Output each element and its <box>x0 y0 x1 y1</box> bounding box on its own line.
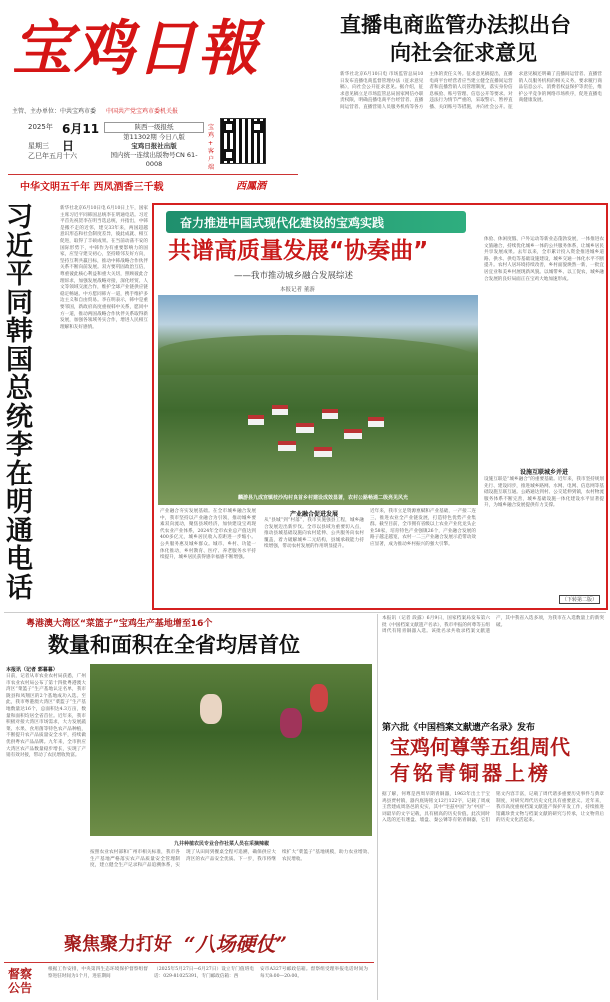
top-story <box>300 6 606 194</box>
feature-col-a: 产业融合夯实发展基础。在全市城乡融合发展中，我市坚持以产业融合为引领，推动城乡要素双向流动，聚焦县域经济，加快建设宝鸡现代农业产业体系，2024年全市农业总产值达到400多亿元，城乡居民收入差距进一步缩小。公共服务惠及城乡群众。城市、乡村、功能一体化推动，乡村教育、医疗、养老服务水平持续提升，城乡居民获得感幸福感不断增强。 <box>160 509 256 561</box>
top-story-headline-2[interactable]: 向社会征求意见 <box>390 41 537 65</box>
feature-headline[interactable]: 共谱高质量发展“协奏曲” <box>168 238 429 264</box>
brand-logo: 西鳳酒 <box>236 181 266 192</box>
date-block: 2025年 6月11日 星期三 乙巳年五月十六 <box>28 122 100 160</box>
notice-col-3: 安市A327号邮政信箱。督察组受理举报电话时间为每天8:00—20:00。 <box>260 967 368 979</box>
top-story-body: 新华社北京6月10日电 市场监管总局10日发布直播电商监督管理办法（征求意见稿），向社会公开征求意见。据介绍，征求意见稿立足市场监管总局国家网信办职责权限，明确直播电商平台经营者、直播间运营者、直播营销人员服务机构等各方主体的责任义务。征求意见稿提出，直播电商平台经营者应当建立健全直播间运营者和直播营销人员管理制度，落实身份信息核验、账号管理、信息公开等要求。对违法行为情节严重的，采取警示、暂停直播、关闭账号等措施，并向社会公开。征求意见稿还明确了直播间运营者、直播营销人员服务机构的相关义务，要求履行商品信息公示、消费者权益保护等责任，维护公平竞争的网络市场秩序，促进直播电商健康发展。 <box>340 72 602 110</box>
slogan-bar <box>8 174 298 192</box>
qr-code[interactable] <box>220 118 266 164</box>
notice-title: 督察公告 <box>8 967 33 995</box>
story-right2-headline-2[interactable]: 有铭青铜器上榜 <box>390 761 551 785</box>
feature-banner: 奋力推进中国式现代化建设的宝鸡实践 <box>166 211 466 233</box>
section-divider <box>4 612 606 613</box>
story-left2 <box>4 614 374 924</box>
story-right2-intro: 本报讯（记者 段露）6月9日，国家档案局发布第六批《中国档案文献遗产名录》，我市申报的何尊等五组周代有铭青铜器入选。该批名录共收录档案文献遗产，其中我省入选多项，为我市在入选数量上的新突破。 <box>382 616 604 635</box>
left-story <box>4 200 150 610</box>
story-left2-kicker: 粤港澳大湾区“菜篮子”宝鸡生产基地增至16个 <box>26 619 213 629</box>
story-left2-body: 日前，记者从市农业农村局获悉，广州市农业农村局公布了第十四批粤港澳大湾区“菜篮子”生产基地认定名单，我市陇县和凤翔区的2个基地成功入选。至此，我市粤港澳大湾区“菜篮子”生产基地数量达16个，总面积达4.3万亩，数量和面积均居全省首位。近年来，我市积极对接大湾区市场需求，大力发展蔬菜、水果、食用菌等特色农产品种植，不断提升农产品质量安全水平，持续做优供粤农产品品牌。九年来，全市供应大湾区农产品数量稳步增长，实现了产销有效对接，带动了农民增收致富。 <box>6 674 86 759</box>
photo-caption: 麟游县九成宫镇枝沙沟村良首乡村建设成效显著，农村公路畅通二级亮见风光 <box>238 495 409 501</box>
story-left2-body2: 按照农业农村部和广州市相关标准，我市各生产基地严格落实农产品质量安全管理制度，建立健全生产记录和产品追溯体系，实现了从田间到餐桌全程可追溯，确保供应大湾区的农产品安全优质。下一步，我市将继续扩大“菜篮子”基地规模，助力农业增效、农民增收。 <box>90 850 372 869</box>
notice-col-1: 根据工作安排，中央第四生态环境保护督察组督察进驻时间为1个月，进驻期间 <box>48 967 148 979</box>
feature-col-d: 体验、休闲度假、户外运动等新业态蓬勃发展，一体推进农文旅融合，持续优化城乡一体的公共服务体系，让城乡居民共享发展成果。去年以来，全市累计投入资金推进城乡道路、供水、供电等基础设施建设，城乡交通一体化水平不断提升。农村人居环境持续改善，乡村面貌焕然一新，一批宜居宜业和美乡村展现新风貌。以城带乡、以工促农，城乡融合发展的良好局面正在宝鸡大地加速形成。 <box>484 237 604 282</box>
section-head-2: 设施互联城乡并进 <box>519 469 568 476</box>
column-divider <box>377 614 378 1000</box>
notice-box <box>4 962 374 1000</box>
publication-tag: 中国共产党宝鸡市委机关报 <box>105 108 178 115</box>
left-story-headline[interactable]: 习近平同韩国总统李在明通电话 <box>6 202 33 604</box>
bottom-headline-emphasis: “八场硬仗” <box>184 932 288 956</box>
story-left2-byline: 本报讯（记者 郭暮暮） <box>6 667 58 673</box>
feature-col-e: 设施互联是“城乡融合”的重要基础。近年来，我市坚持规划先行、建设同步，推进城乡路网、水网、电网、信息网等基础设施互联互通。公路通达到村、公交延伸到镇，农村物流服务体系不断完善，城乡基础设施一体化建设水平显著提升，为城乡融合发展提供有力支撑。 <box>484 477 604 509</box>
top-story-headline[interactable]: 直播电商监管办法拟出台 <box>340 13 571 37</box>
feature-box <box>152 203 608 610</box>
bottom-headline-bar[interactable]: 聚焦聚力打好 “八场硬仗” <box>4 924 374 960</box>
story-right2-headline[interactable]: 宝鸡何尊等五组周代 <box>390 735 570 759</box>
story-right2-kicker: 第六批《中国档案文献遗产名录》发布 <box>382 723 536 733</box>
feature-subhead: ——我市推动城乡融合发展综述 <box>234 271 354 281</box>
feature-byline: 本报记者 董游 <box>280 287 315 293</box>
slogan-text: 中华文明五千年 西凤酒香三千载 <box>20 182 164 193</box>
left-story-body: 新华社北京6月10日电 6月10日上午，国家主席习近平同韩国总统李在明通电话。习近平首先祝贺李在明当选总统，并指出，中韩是搬不走的近邻，建交33年来，两国超越意识形态和社会制度差异，彼此成就、相互促进，取得了丰硕成果。在当前动荡不安的国际形势下，中韩作为有重要影响力的国家，应坚守建交初心，坚持睦邻友好方向，坚持互利共赢目标，推动中韩战略合作伙伴关系不断向前发展。双方要巩固政治互信，尊重彼此核心利益和重大关切，照顾彼此合理诉求，加强发展战略对接，深化经贸、人文等领域交流合作，维护全球产业链供应链稳定畅通。中方愿同韩方一道，携手维护多边主义和自由贸易。李在明表示，韩中是重要邻国，新政府高度重视韩中关系，愿同中方一道，推动两国战略合作伙伴关系取得新发展，加强各领域务实合作，增进人民相互理解和友好感情。 <box>60 206 148 330</box>
masthead <box>8 6 298 196</box>
feature-col-b: 从“县城”到“村落”，我市实施强县工程，城乡融合发展迈出新步伐。全市以县域为重要切入点，推动县城基础设施向农村延伸、公共服务向农村覆盖，着力破解城乡二元结构，县城承载能力持续增强，带动农村发展的作用明显提升。 <box>264 518 364 550</box>
story-right2 <box>380 614 606 1000</box>
section-head-1: 产业融合促进发展 <box>289 511 338 518</box>
feature-photo[interactable] <box>158 295 478 505</box>
story-left2-photo-caption: 九井种植农民专业合作社菜人员在采摘辣椒 <box>174 841 270 847</box>
story-left2-photo[interactable] <box>90 664 372 836</box>
continued-note[interactable]: （下转第二版） <box>559 595 600 604</box>
story-left2-headline[interactable]: 数量和面积在全省均居首位 <box>48 633 300 657</box>
host-line: 主管、主办单位：中共宝鸡市委 中国共产党宝鸡市委机关报 <box>12 108 178 115</box>
newspaper-logo: 宝鸡日報 <box>12 14 260 84</box>
issue-info: 陕西一级报纸 第11302期 今日八版 宝鸡日报社出版 国内统一连续出版物号CN 61-0008 <box>104 122 204 169</box>
feature-col-c: 近年来，我市立足资源禀赋和产业基础，一产接二连三，推进农业全产业链发展，打造特色优势产业集群。截至目前，全市拥有省级以上农业产业化龙头企业58家，培育特色产业强镇26个，产业融合发展的路子越走越宽，农村一二三产业融合发展示范带动效应显著，成为推动乡村振兴的强大引擎。 <box>370 509 476 547</box>
story-right2-body: 据了解，何尊是西周早期青铜器，1963年出土于宝鸡县贾村镇，器内底铸铭文12行122字，记载了周成王营建成周洛邑的史实，其中“宅兹中国”为“中国”一词最早的文字记载，具有极高的历史价值。此次同时入选的还有逨盘、墙盘、秦公镈等有铭青铜器，它们铭文内容丰富，记载了周代诸多重要历史事件与典章制度，对研究周代历史文化具有重要意义。近年来，我市高度重视档案文献遗产保护开发工作，持续推进馆藏珍贵文物与档案文献的研究与传承，让文物背后的历史文化活起来。 <box>382 792 604 824</box>
app-caption: 宝鸡+ 客户端 <box>208 124 215 171</box>
notice-col-2: （2025年5月27日—6月27日）设立专门值班电话：029-81025391，专门邮政信箱：西 <box>154 967 254 979</box>
